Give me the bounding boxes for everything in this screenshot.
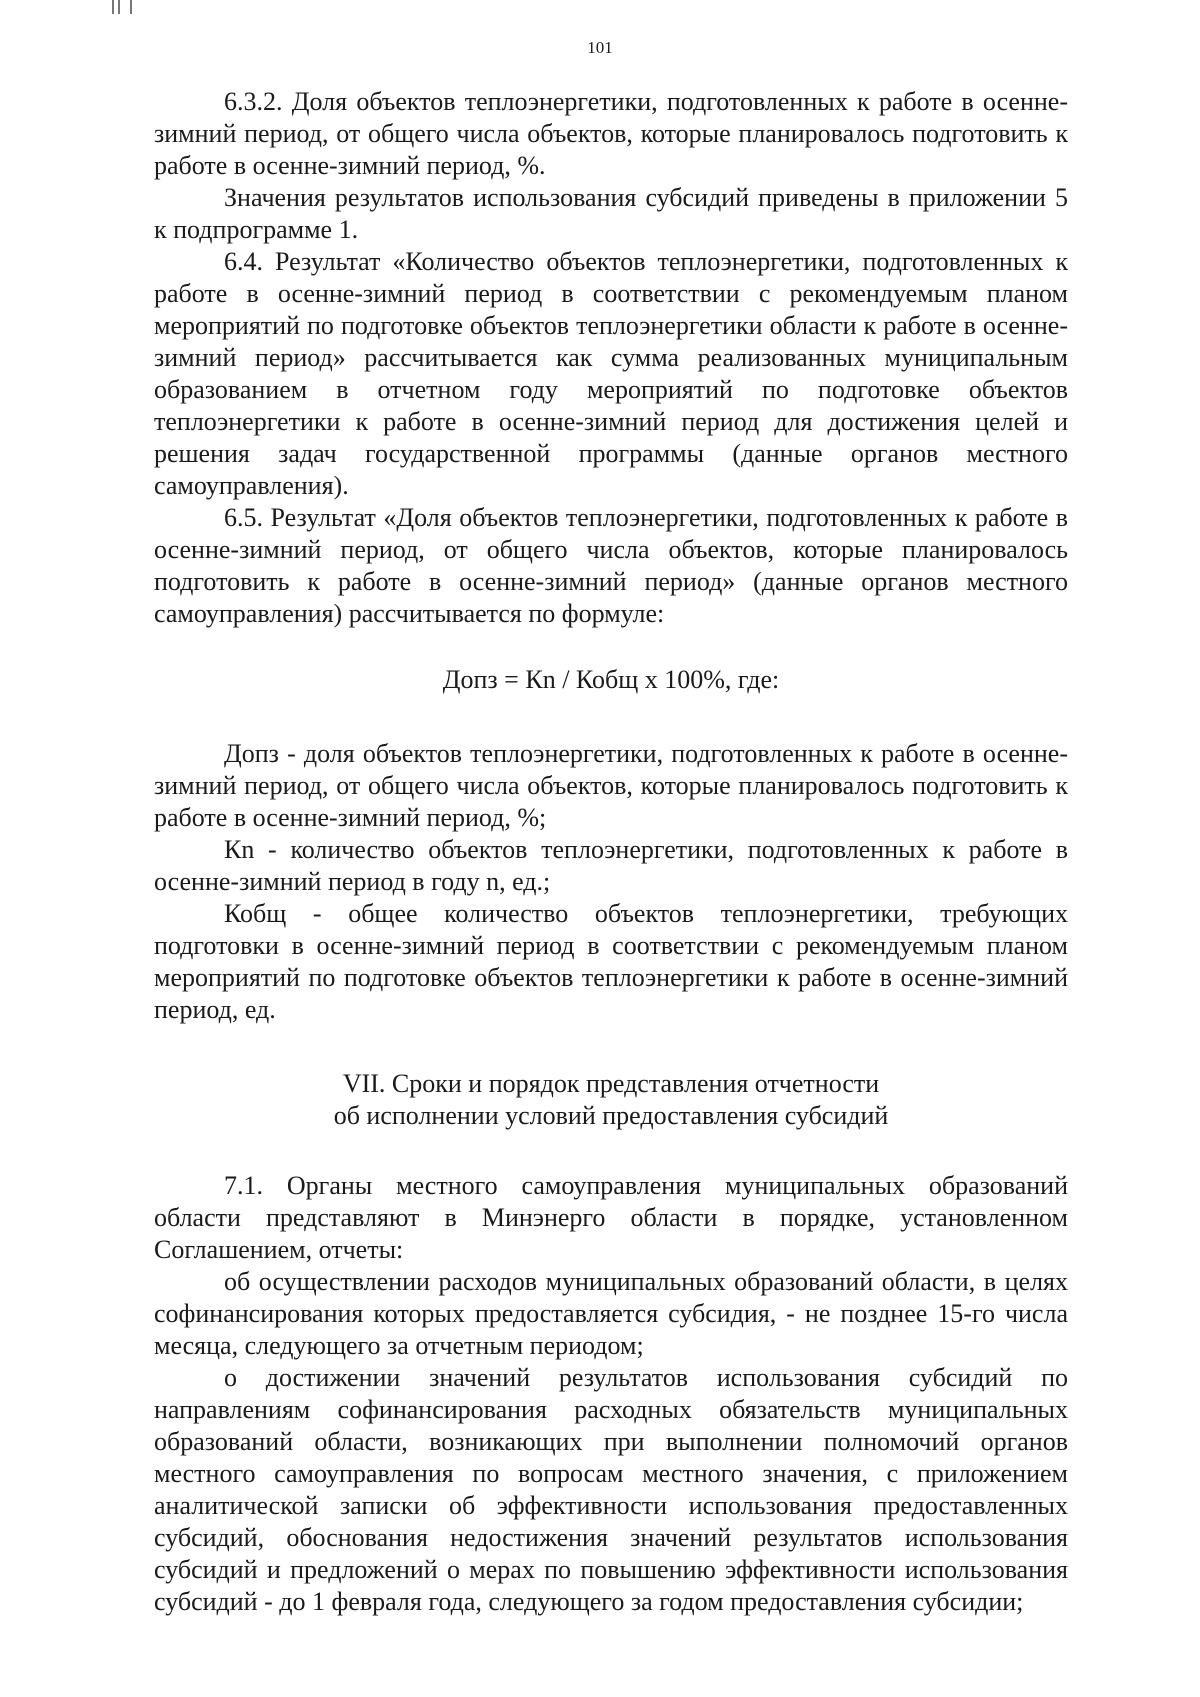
document-body [154,86,1068,1618]
paragraph-results-report: о достижении значений результатов использования субсидий по направлениям софинансирования расходных обязательств муниципальных образований области, возникающих при выполнении полномочий органов местного самоуправления по вопросам местного значения, с приложением аналитической записки об эффективности использования предоставленных субсидий, обоснования недостижения значений результатов использования субсидий и предложений о мерах по повышению эффективности использования субсидий - до 1 февраля года, следующего за годом предоставления субсидии; [154,1363,1068,1616]
section-heading-line-2: об исполнении условий предоставления субсидий [333,1101,889,1130]
paragraph-6-4: 6.4. Результат «Количество объектов теплоэнергетики, подготовленных к работе в осенне-зимний период в соответствии с рекомендуемым планом мероприятий по подготовке объектов теплоэнергетики области к работе в осенне-зимний период» рассчитывается как сумма реализованных муниципальным образованием в отчетном году мероприятий по подготовке объектов теплоэнергетики к работе в осенне-зимний период для достижения целей и решения задач государственной программы (данные органов местного самоуправления). [154,247,1068,500]
section-heading-line-1: VII. Сроки и порядок представления отчетности [342,1069,880,1098]
paragraph-7-1: 7.1. Органы местного самоуправления муниципальных образований области представляют в Минэнерго области в порядке, установленном Соглашением, отчеты: [154,1171,1068,1264]
formula: Допз = Кn / Кобщ х 100%, где: [442,665,780,694]
paragraph-expenses-report: об осуществлении расходов муниципальных образований области, в целях софинансирования которых предоставляется субсидия, - не позднее 15-го числа месяца, следующего за отчетным периодом; [154,1267,1068,1360]
paragraph-results-values: Значения результатов использования субсидий приведены в приложении 5 к подпрограмме 1. [154,183,1068,244]
paragraph-6-3-2: 6.3.2. Доля объектов теплоэнергетики, подготовленных к работе в осенне-зимний период, от общего числа объектов, которые планировалось подготовить к работе в осенне-зимний период, %. [154,87,1068,180]
scan-artifact-mark [130,0,132,14]
scan-artifact-mark [118,0,120,14]
definition-dopz: Допз - доля объектов теплоэнергетики, подготовленных к работе в осенне-зимний период, от общего числа объектов, которые планировалось подготовить к работе в осенне-зимний период, %; [154,739,1068,832]
scan-artifact-mark [112,0,114,14]
section-heading-vii [154,1068,1068,1132]
page-number: 101 [587,38,613,57]
definition-kn: Кn - количество объектов теплоэнергетики, подготовленных к работе в осенне-зимний период в году n, ед.; [154,835,1068,896]
definition-kobshch: Кобщ - общее количество объектов теплоэнергетики, требующих подготовки в осенне-зимний период в соответствии с рекомендуемым планом мероприятий по подготовке объектов теплоэнергетики к работе в осенне-зимний период, ед. [154,899,1068,1024]
paragraph-6-5: 6.5. Результат «Доля объектов теплоэнергетики, подготовленных к работе в осенне-зимний период, от общего числа объектов, которые планировалось подготовить к работе в осенне-зимний период» (данные органов местного самоуправления) рассчитывается по формуле: [154,503,1068,628]
